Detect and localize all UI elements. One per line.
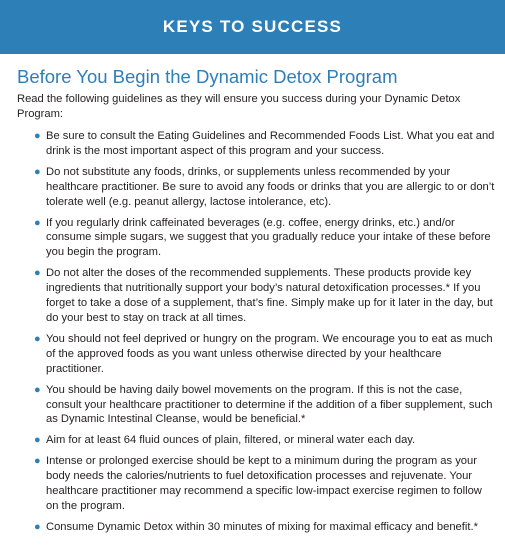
document-body xyxy=(17,65,495,541)
list-item-text: Do not substitute any foods, drinks, or supplements unless recommended by your healthcare practitioner. Be sure to avoid any foods or drinks that you are allergic to or don’t tolerate well (e.g. peanut allergy, lactose intolerance, etc). xyxy=(46,165,495,208)
list-item-text: Do not alter the doses of the recommended supplements. These products provide key ingredients that nutritionally support your body’s natural detoxification processes.* If you forget to take a dose of a supplement, that’s fine. Simply make up for it later in the day, but do your best to stay on track at all times. xyxy=(46,267,493,324)
list-item-text: You should be having daily bowel movements on the program. If this is not the case, consult your healthcare practitioner to determine if the addition of a fiber supplement, such as Dynamic Intestinal Cleanse, would be beneficial.* xyxy=(46,383,493,426)
list-item-text: Aim for at least 64 fluid ounces of plain, filtered, or mineral water each day. xyxy=(46,434,416,447)
bullet-icon: ● xyxy=(34,434,41,447)
list-item xyxy=(17,129,495,159)
intro-paragraph: Read the following guidelines as they will ensure you success during your Dynamic Detox Program: xyxy=(17,93,461,120)
bullet-icon: ● xyxy=(34,165,41,178)
bullet-icon: ● xyxy=(34,455,41,468)
header-banner xyxy=(0,0,505,54)
section-title: Before You Begin the Dynamic Detox Program xyxy=(17,66,398,87)
banner-title: KEYS TO SUCCESS xyxy=(162,17,343,36)
bullet-icon: ● xyxy=(34,267,41,280)
list-item xyxy=(17,266,495,326)
list-item-text: Consume Dynamic Detox within 30 minutes of mixing for maximal efficacy and benefit.* xyxy=(46,520,478,533)
list-item-text: Be sure to consult the Eating Guidelines and Recommended Foods List. What you eat and drink is the most important aspect of this program and your success. xyxy=(46,130,495,157)
list-item xyxy=(17,216,495,261)
list-item xyxy=(17,520,495,535)
bullet-icon: ● xyxy=(34,130,41,142)
list-item xyxy=(17,454,495,514)
bullet-icon: ● xyxy=(34,383,41,396)
bullet-icon: ● xyxy=(34,216,41,229)
guidelines-list xyxy=(17,129,495,535)
list-item xyxy=(17,165,495,210)
list-item-text: You should not feel deprived or hungry on the program. We encourage you to eat as much of the approved foods as you want unless otherwise directed by your healthcare practitioner. xyxy=(46,332,493,375)
list-item-text: Intense or prolonged exercise should be kept to a minimum during the program as your body needs the calories/nutrients to fuel detoxification processes and rejuvenate. Your healthcare practitioner may recommend a specific low-impact exercise regimen to follow on the program. xyxy=(46,455,482,512)
list-item xyxy=(17,433,495,448)
bullet-icon: ● xyxy=(34,332,41,345)
bullet-icon: ● xyxy=(34,520,41,533)
list-item xyxy=(17,383,495,428)
list-item-text: If you regularly drink caffeinated beverages (e.g. coffee, energy drinks, etc.) and/or consume simple sugars, we suggest that you gradually reduce your intake of these before you begin the program. xyxy=(46,216,491,259)
list-item xyxy=(17,332,495,377)
